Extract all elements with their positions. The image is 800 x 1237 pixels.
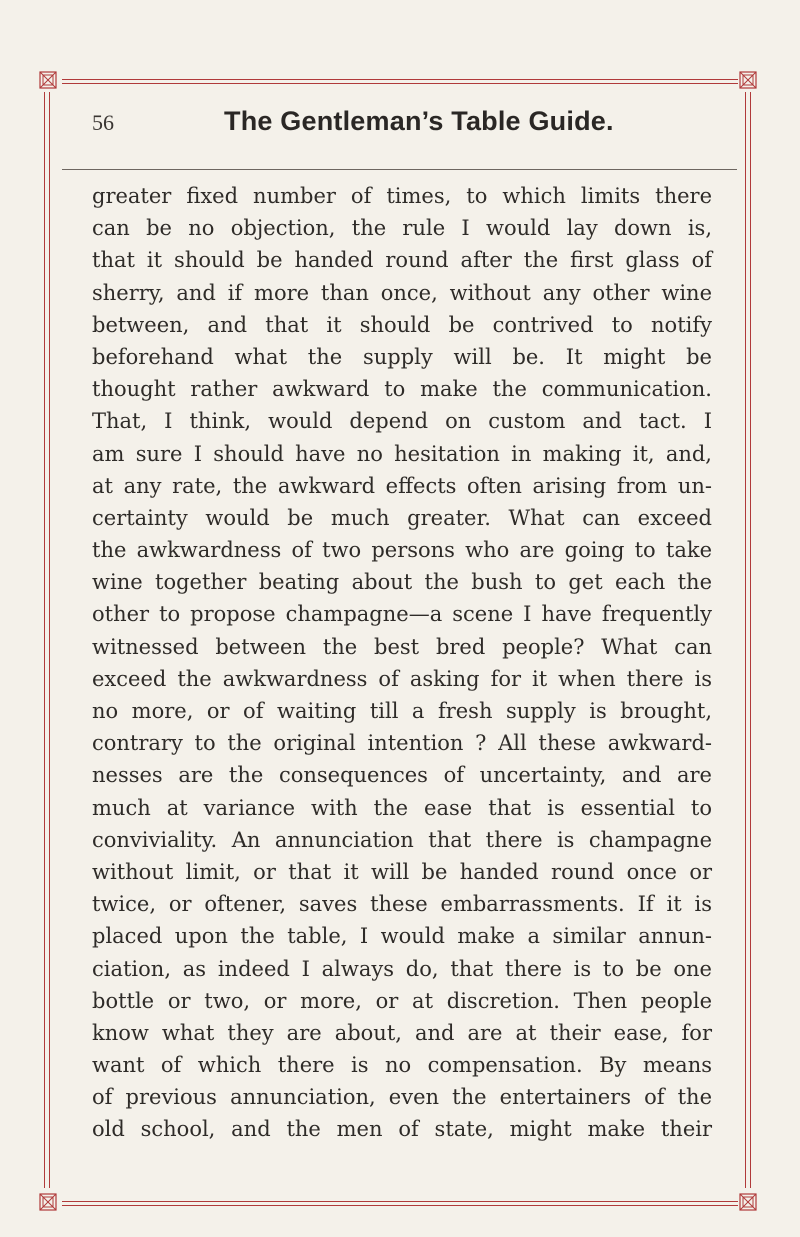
text-line: bottle or two, or more, or at discretion. Then people (92, 988, 712, 1013)
text-line: much at variance with the ease that is essential to (92, 795, 712, 820)
text-line: nesses are the consequences of uncertainty, and are (92, 763, 712, 788)
text-line: twice, or oftener, saves these embarrassments. If it is (92, 892, 712, 917)
ornamental-corner-icon (738, 1192, 758, 1212)
text-line: am sure I should have no hesitation in making it, and, (92, 441, 712, 466)
text-line: no more, or of waiting till a fresh supply is brought, (92, 699, 712, 723)
text-line: conviviality. An annunciation that there is champagne (92, 827, 712, 852)
text-line: That, I think, would depend on custom and tact. I (92, 409, 712, 434)
text-line: wine together beating about the bush to get each the (92, 570, 712, 595)
text-line: greater fixed number of times, to which limits there (92, 184, 712, 208)
text-line: know what they are about, and are at their ease, for (92, 1020, 712, 1045)
text-line: contrary to the original intention ? All these awkward- (92, 731, 712, 756)
ornamental-corner-icon (38, 1192, 58, 1212)
running-head-title: The Gentleman’s Table Guide. (224, 106, 614, 136)
body-paragraph (92, 180, 712, 1146)
text-line: that it should be handed round after the first glass of (92, 248, 712, 273)
text-line: placed upon the table, I would make a similar annun- (92, 924, 712, 949)
text-line: between, and that it should be contrived to notify (92, 312, 712, 337)
text-line: the awkwardness of two persons who are going to take (92, 538, 712, 563)
page-header (92, 106, 742, 146)
text-line: witnessed between the best bred people? What can (92, 634, 712, 659)
text-line: at any rate, the awkward effects often arising from un- (92, 473, 712, 498)
page-number: 56 (92, 110, 114, 135)
frame-right-rule (745, 92, 751, 1188)
frame-top-rule (62, 79, 738, 80)
ornamental-corner-icon (38, 70, 58, 90)
text-line: of previous annunciation, even the entertainers of the (92, 1085, 712, 1110)
text-line: ciation, as indeed I always do, that there is to be one (92, 956, 712, 981)
ornamental-corner-icon (738, 70, 758, 90)
text-line: without limit, or that it will be handed round once or (92, 859, 712, 884)
text-line: exceed the awkwardness of asking for it when there is (92, 666, 712, 691)
text-line: can be no objection, the rule I would lay down is, (92, 216, 712, 241)
text-line: other to propose champagne—a scene I have frequently (92, 602, 712, 627)
text-line: want of which there is no compensation. By means (92, 1053, 712, 1078)
text-line: sherry, and if more than once, without any other wine (92, 280, 712, 305)
text-line: beforehand what the supply will be. It might be (92, 344, 712, 369)
text-line: thought rather awkward to make the communication. (92, 377, 712, 402)
text-line: old school, and the men of state, might make their (92, 1117, 712, 1142)
frame-left-rule (44, 92, 50, 1188)
text-line: certainty would be much greater. What can exceed (92, 505, 712, 530)
header-rule (62, 169, 737, 170)
frame-bottom-rule (62, 1201, 738, 1202)
